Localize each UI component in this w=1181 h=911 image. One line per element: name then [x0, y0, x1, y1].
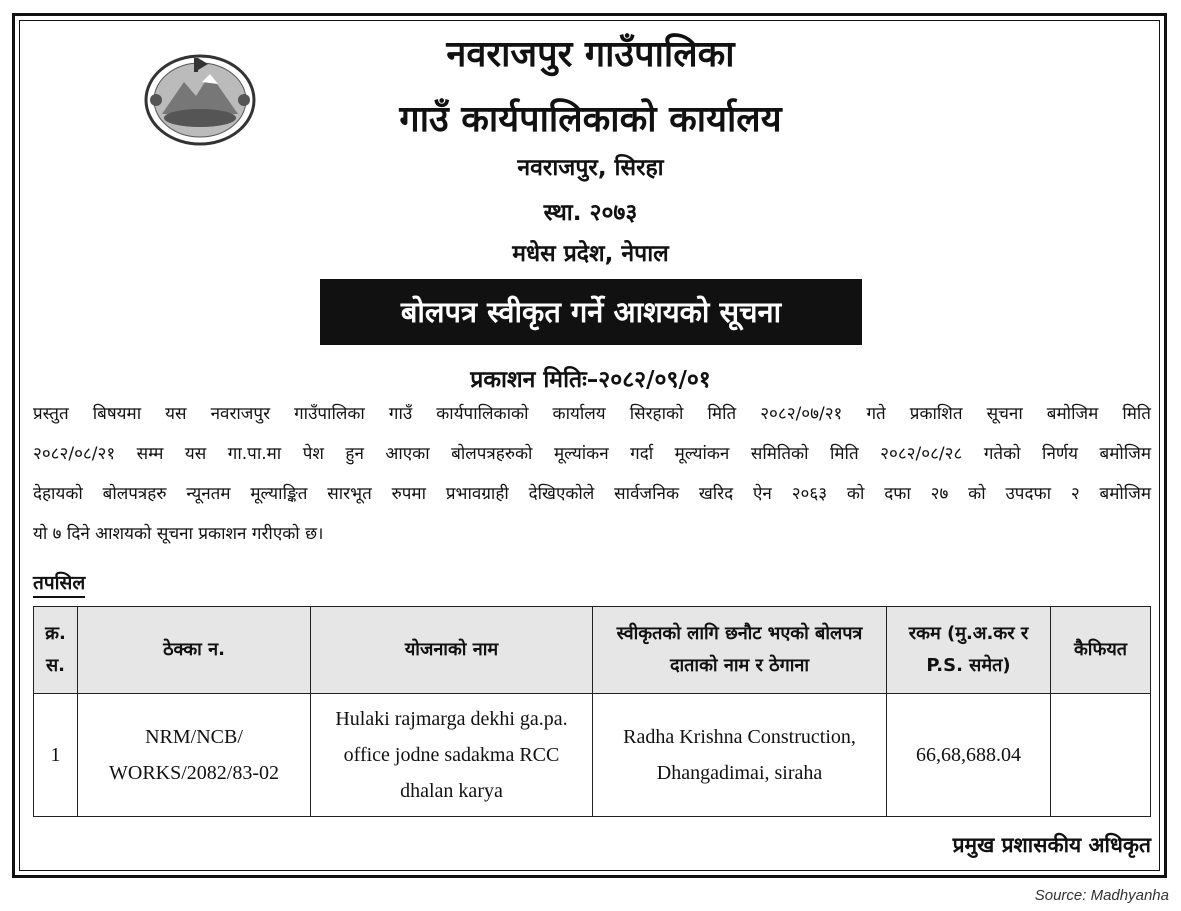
established-year: स्था. २०७३: [543, 200, 638, 226]
location: नवराजपुर, सिरहा: [517, 155, 664, 181]
notice-title: बोलपत्र स्वीकृत गर्ने आशयको सूचना: [320, 279, 862, 345]
cell-remarks: [1051, 694, 1151, 817]
section-heading: तपसिल: [33, 570, 85, 598]
tender-table: [33, 606, 1151, 817]
table-header-row: [34, 607, 1151, 694]
body-line: यो ७ दिने आशयको सूचना प्रकाशन गरीएको छ।: [33, 524, 324, 544]
cell-contract-no: NRM/NCB/ WORKS/2082/83-02: [78, 694, 311, 817]
cell-bidder: Radha Krishna Construction, Dhangadimai, siraha: [593, 694, 887, 817]
header-bidder: स्वीकृतको लागि छनौट भएको बोलपत्र दाताको नाम र ठेगाना: [593, 607, 887, 694]
header-amount: रकम (मु.अ.कर र P.S. समेत): [887, 607, 1051, 694]
cell-serial: 1: [34, 694, 78, 817]
table-row: [34, 694, 1151, 817]
body-line: देहायको बोलपत्रहरु न्यूनतम मूल्याङ्कित सारभूत रुपमा प्रभावग्राही देखिएकोले सार्वजनिक खरिद ऐन २०६३ को दफा २७ को उपदफा २ बमोजिम: [33, 484, 1151, 504]
header-project-name: योजनाको नाम: [311, 607, 593, 694]
body-line: प्रस्तुत बिषयमा यस नवराजपुर गाउँपालिका गाउँ कार्यपालिकाको कार्यालय सिरहाको मिति २०८२/०७/२१ गते प्रकाशित सूचना बमोजिम मिति: [33, 404, 1151, 424]
header-contract-no: ठेक्का न.: [78, 607, 311, 694]
signature-title: प्रमुख प्रशासकीय अधिकृत: [952, 833, 1151, 857]
notice-body: [33, 394, 1151, 554]
office-name: गाउँ कार्यपालिकाको कार्यालय: [399, 99, 782, 140]
cell-project-name: Hulaki rajmarga dekhi ga.pa. office jodne sadakma RCC dhalan karya: [311, 694, 593, 817]
publish-date: प्रकाशन मितिः–२०८२/०९/०१: [470, 367, 711, 393]
body-line: २०८२/०८/२१ सम्म यस गा.पा.मा पेश हुन आएका बोलपत्रहरुको मूल्यांकन गर्दा मूल्यांकन समितिको मिति २०८२/०८/२८ गतेको निर्णय बमोजिम: [33, 444, 1151, 464]
province: मधेस प्रदेश, नेपाल: [512, 241, 669, 267]
cell-amount: 66,68,688.04: [887, 694, 1051, 817]
header-serial: क्र. स.: [34, 607, 78, 694]
org-name: नवराजपुर गाउँपालिका: [446, 34, 735, 75]
header-remarks: कैफियत: [1051, 607, 1151, 694]
source-credit: Source: Madhyanha: [1034, 887, 1169, 904]
